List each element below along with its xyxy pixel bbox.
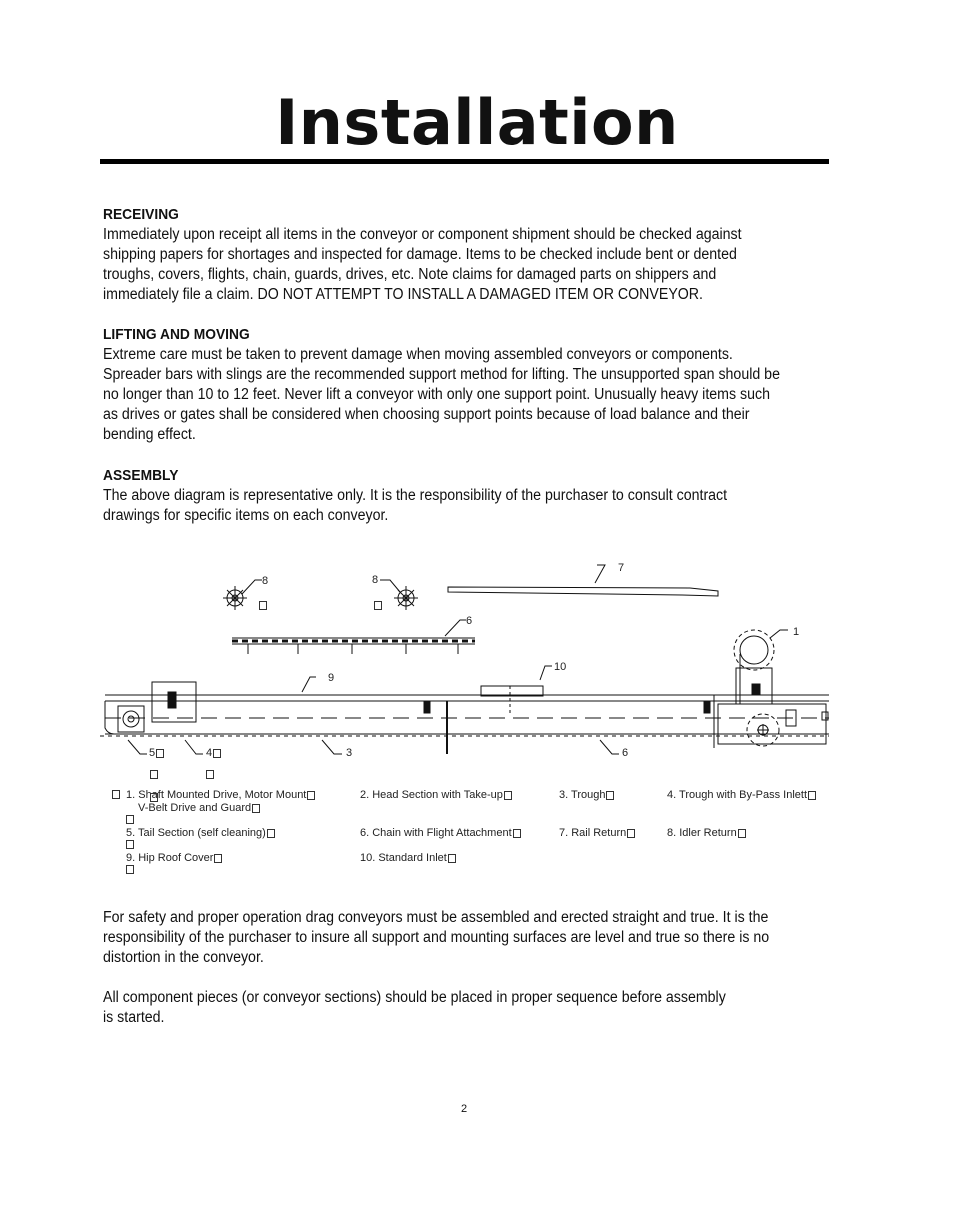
- page-number: 2: [460, 1103, 468, 1115]
- callout-leaders: [128, 565, 788, 754]
- lifting-section: [103, 325, 833, 445]
- closing-line: All component pieces (or conveyor sections) should be placed in proper sequence before assembly: [103, 989, 726, 1006]
- legend-item-2: 2. Head Section with Take-up: [360, 789, 512, 801]
- legend-item-4: 4. Trough with By-Pass Inlett: [667, 789, 816, 801]
- callout-6-chain: 6: [466, 615, 473, 627]
- legend-item-1-cont: V-Belt Drive and Guard: [138, 802, 260, 814]
- lifting-line: bending effect.: [103, 426, 196, 443]
- callout-8-right: 8: [372, 574, 379, 586]
- lifting-line: no longer than 10 to 12 feet. Never lift a conveyor with only one support point. Unusually heavy items such: [103, 386, 770, 403]
- closing-line: responsibility of the purchaser to insure all support and mounting surfaces are level and true so there is no: [103, 929, 770, 946]
- receiving-line: Immediately upon receipt all items in the conveyor or component shipment should be checked against: [103, 226, 742, 243]
- legend-item-8: 8. Idler Return: [667, 827, 746, 839]
- legend-item-1: 1. Shaft Mounted Drive, Motor Mount: [126, 789, 315, 801]
- conveyor-diagram: [100, 558, 835, 768]
- lifting-heading: LIFTING AND MOVING: [103, 326, 250, 343]
- closing-line: is started.: [103, 1009, 165, 1026]
- box-glyph: [150, 793, 158, 802]
- legend-item-9: 9. Hip Roof Cover: [126, 852, 222, 864]
- callout-1: 1: [793, 626, 800, 638]
- legend-item-6: 6. Chain with Flight Attachment: [360, 827, 521, 839]
- receiving-section: [103, 205, 833, 305]
- box-glyph: [126, 840, 134, 849]
- page-title: Installation: [275, 86, 679, 159]
- callout-6-trough: 6: [622, 747, 629, 759]
- box-glyph: [112, 790, 120, 799]
- callout-7: 7: [618, 562, 625, 574]
- legend-item-5: 5. Tail Section (self cleaning): [126, 827, 275, 839]
- lifting-line: Extreme care must be taken to prevent damage when moving assembled conveyors or components.: [103, 346, 733, 363]
- closing-paragraph-2: [103, 988, 833, 1028]
- callout-4: 4: [206, 747, 221, 759]
- rail-return-part: [448, 587, 718, 596]
- box-glyph: [206, 770, 214, 779]
- assembly-line: drawings for specific items on each conveyor.: [103, 507, 389, 524]
- idler-sprocket-left: [223, 586, 247, 610]
- chain-part: [232, 638, 475, 654]
- box-glyph: [374, 601, 382, 610]
- head-drive: [718, 630, 828, 746]
- callout-5: 5: [149, 747, 164, 759]
- assembly-section: [103, 466, 833, 526]
- box-glyph: [150, 770, 158, 779]
- assembly-line: The above diagram is representative only. It is the responsibility of the purchaser to consult contract: [103, 487, 728, 504]
- conveyor-drawing: [100, 558, 835, 768]
- legend-item-7: 7. Rail Return: [559, 827, 635, 839]
- receiving-line: troughs, covers, flights, chain, guards, drives, etc. Note claims for damaged parts on shippers and: [103, 266, 717, 283]
- callout-10: 10: [554, 661, 567, 673]
- closing-line: distortion in the conveyor.: [103, 949, 264, 966]
- callout-8-left: 8: [262, 575, 269, 587]
- box-glyph: [126, 865, 134, 874]
- receiving-line: immediately file a claim. DO NOT ATTEMPT TO INSTALL A DAMAGED ITEM OR CONVEYOR.: [103, 286, 703, 303]
- callout-9: 9: [328, 672, 335, 684]
- lifting-line: Spreader bars with slings are the recommended support method for lifting. The unsupported span should be: [103, 366, 780, 383]
- legend-item-10: 10. Standard Inlet: [360, 852, 456, 864]
- trough-assembly: [100, 682, 829, 754]
- receiving-heading: RECEIVING: [103, 206, 179, 223]
- lifting-line: as drives or gates shall be considered when choosing support points because of load balance and their: [103, 406, 750, 423]
- receiving-line: shipping papers for shortages and inspected for damage. Items to be checked include bent or dented: [103, 246, 737, 263]
- box-glyph: [259, 601, 267, 610]
- assembly-heading: ASSEMBLY: [103, 467, 179, 484]
- box-glyph: [126, 815, 134, 824]
- closing-paragraph-1: [103, 908, 833, 968]
- closing-line: For safety and proper operation drag conveyors must be assembled and erected straight and true. It is the: [103, 909, 769, 926]
- title-rule: [100, 159, 829, 164]
- legend-item-3: 3. Trough: [559, 789, 614, 801]
- callout-3: 3: [346, 747, 353, 759]
